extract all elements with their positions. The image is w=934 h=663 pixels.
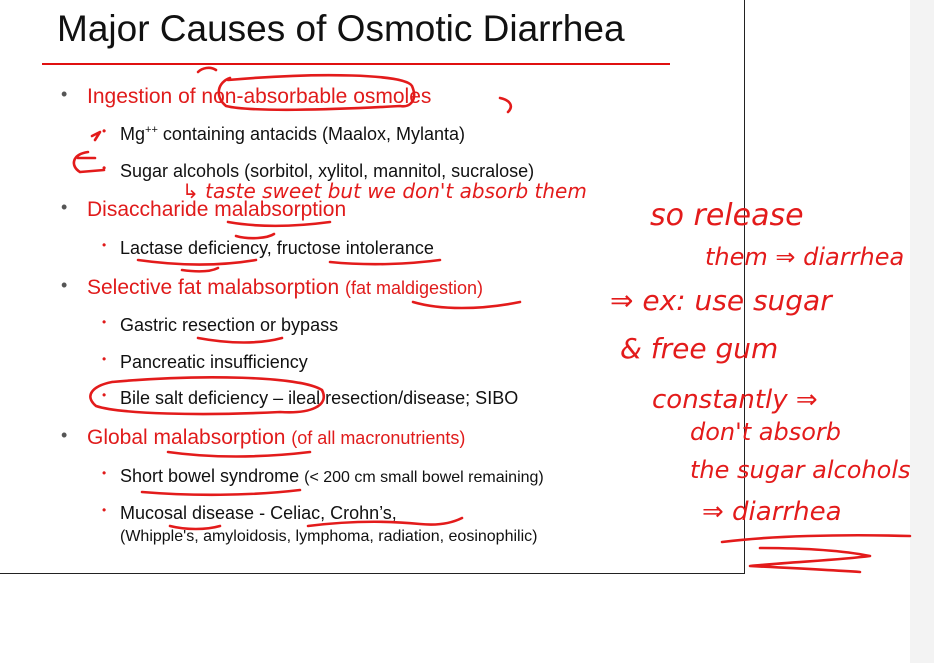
ink-note-3: them ⇒ diarrhea: [705, 243, 905, 271]
sub-mucosal: [102, 503, 397, 524]
bullet-ingestion: [61, 84, 432, 109]
ink-note-7: don't absorb: [690, 418, 841, 446]
sub-text: Mucosal disease - Celiac, Crohn’s,: [120, 503, 397, 523]
sub-short-bowel: [102, 466, 544, 487]
bullet-dot: •: [102, 161, 107, 175]
ink-note-6: constantly ⇒: [652, 385, 818, 415]
bullet-dot: •: [102, 388, 107, 402]
ink-note-2: so release: [650, 198, 804, 233]
sub-gastric: [102, 315, 339, 336]
bullet-aside: (fat maldigestion): [344, 278, 484, 298]
ink-scribble-bottom: [750, 548, 870, 572]
scroll-gutter: [910, 0, 934, 663]
ink-note-8: the sugar alcohols: [690, 456, 911, 484]
slide-title: Major Causes of Osmotic Diarrhea: [57, 8, 625, 49]
bullet-dot: •: [61, 197, 68, 217]
bullet-dot: •: [102, 238, 107, 252]
sub-text-post: containing antacids (Maalox, Mylanta): [157, 124, 466, 144]
sub-pancreatic: [102, 352, 308, 373]
sub-lactase: [102, 238, 434, 259]
bullet-disaccharide: [61, 197, 347, 222]
bullet-dot: •: [102, 315, 107, 329]
ink-line-right: [722, 535, 910, 542]
sub-text: Pancreatic insufficiency: [120, 352, 308, 372]
sub-text: Lactase deficiency, fructose intolerance: [120, 238, 434, 258]
sub-mucosal-examples: (Whipple's, amyloidosis, lymphoma, radiation, eosinophilic): [120, 528, 538, 545]
sub-antacids: [102, 124, 466, 145]
bullet-dot: •: [61, 275, 68, 295]
bullet-aside: (of all macronutrients): [291, 428, 466, 448]
ink-note-5: & free gum: [620, 332, 779, 365]
bullet-dot: •: [102, 124, 107, 138]
title-divider: [42, 63, 670, 65]
bullet-dot: •: [102, 466, 107, 480]
bullet-dot: •: [61, 425, 68, 445]
bullet-text: Ingestion of non-absorbable osmoles: [87, 85, 432, 108]
bullet-dot: •: [102, 503, 107, 517]
bullet-selective-fat: [61, 275, 484, 300]
bullet-global: [61, 425, 466, 450]
bullet-text: Selective fat malabsorption: [87, 276, 340, 299]
sub-text: Sugar alcohols (sorbitol, xylitol, mannitol, sucralose): [120, 161, 535, 181]
sub-text-sup: ++: [145, 124, 158, 136]
sub-sugar-alcohols: [102, 161, 535, 182]
sub-aside: (< 200 cm small bowel remaining): [304, 469, 544, 486]
sub-text-pre: Mg: [120, 124, 146, 144]
bullet-text: Disaccharide malabsorption: [87, 198, 347, 221]
bullet-dot: •: [61, 84, 68, 104]
sub-text: Short bowel syndrome: [120, 466, 300, 486]
sub-bile-salt: [102, 388, 519, 409]
ink-note-1: ↳ taste sweet but we don't absorb them: [182, 179, 587, 203]
ink-note-4: ⇒ ex: use sugar: [610, 284, 832, 317]
bullet-text: Global malabsorption: [87, 426, 286, 449]
bullet-dot: •: [102, 352, 107, 366]
ink-note-9: ⇒ diarrhea: [702, 497, 842, 527]
sub-text: Bile salt deficiency – ileal resection/disease; SIBO: [120, 388, 519, 408]
sub-text: Gastric resection or bypass: [120, 315, 339, 335]
